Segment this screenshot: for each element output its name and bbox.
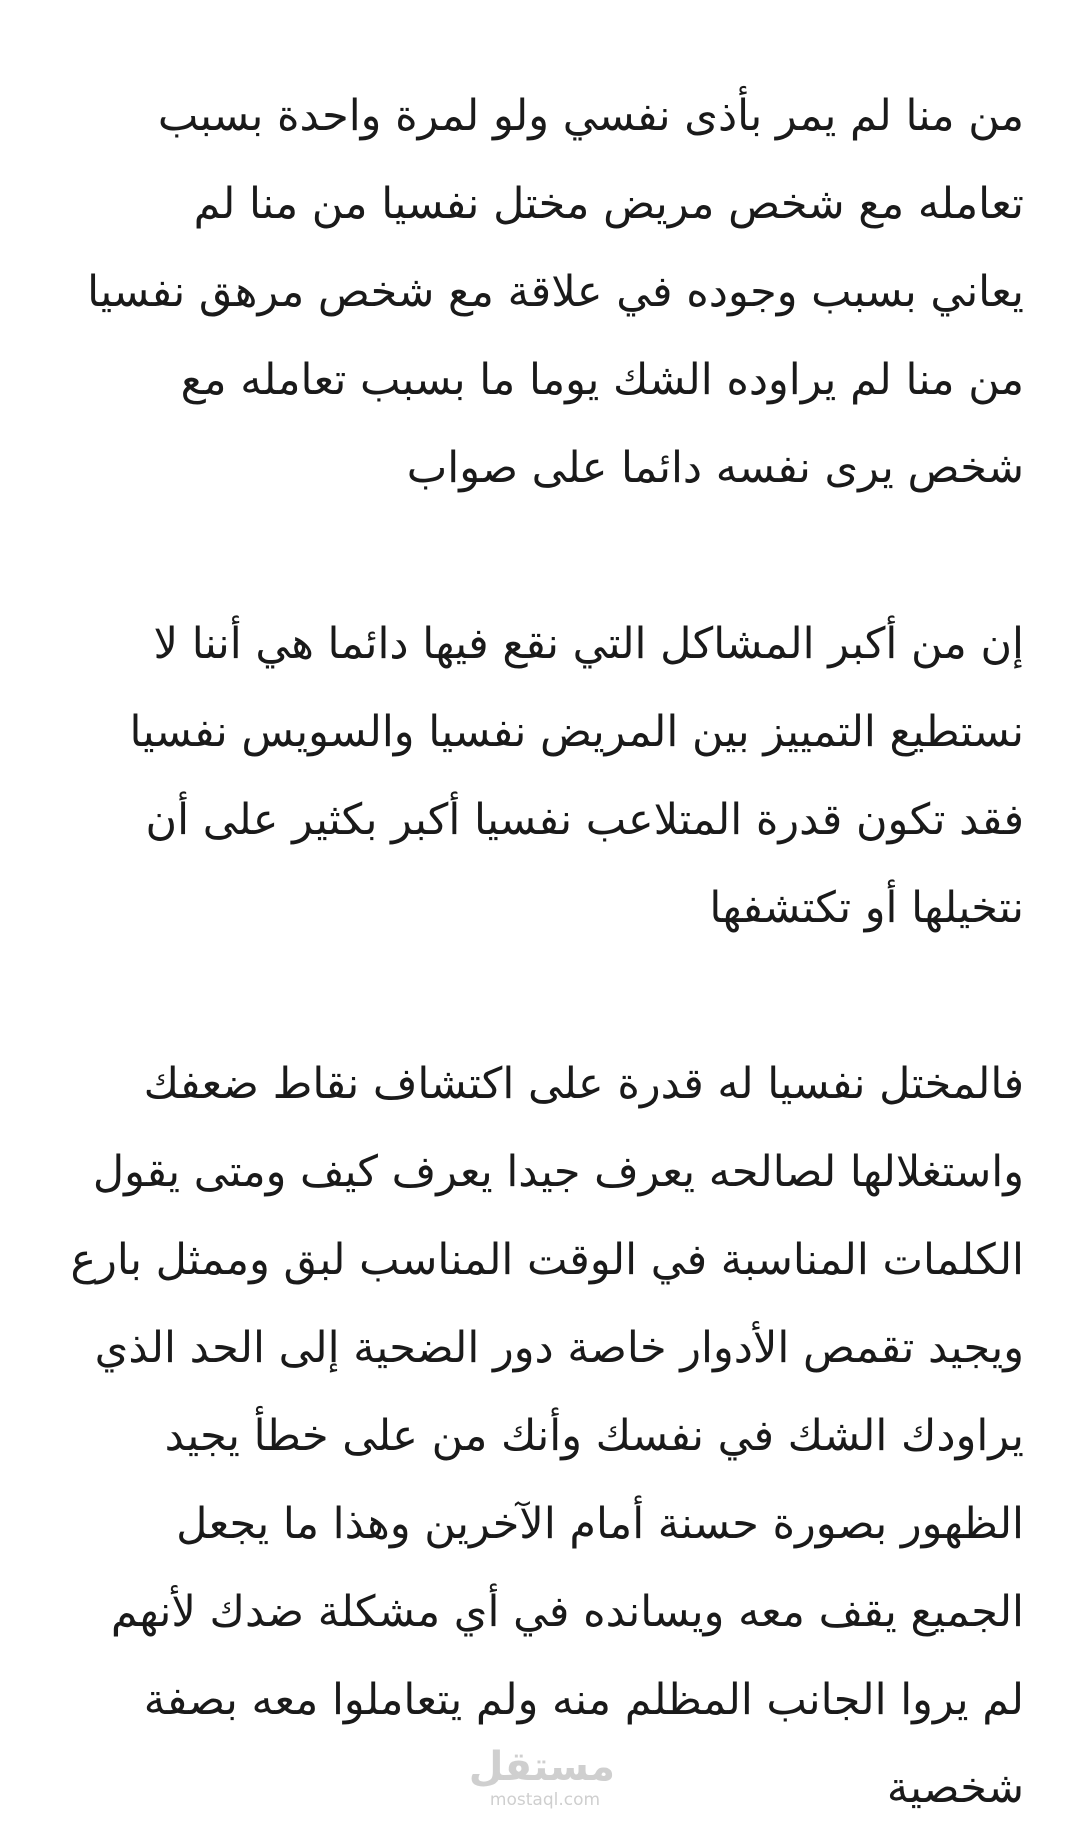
paragraph-line: الجميع يقف معه ويسانده في أي مشكلة ضدك لأنهم [110, 1587, 1024, 1637]
paragraph-2 [56, 600, 1024, 952]
paragraph-line: لم يروا الجانب المظلم منه ولم يتعاملوا معه بصفة [143, 1675, 1024, 1725]
paragraph-3 [56, 1040, 1024, 1832]
paragraph-line: من منا لم يمر بأذى نفسي ولو لمرة واحدة بسبب [157, 91, 1024, 141]
paragraph-line: يعاني بسبب وجوده في علاقة مع شخص مرهق نفسيا [87, 267, 1024, 317]
paragraph-1 [56, 72, 1024, 512]
paragraph-line: الكلمات المناسبة في الوقت المناسب لبق وممثل بارع [70, 1235, 1024, 1285]
paragraph-line: فالمختل نفسيا له قدرة على اكتشاف نقاط ضعفك [143, 1059, 1024, 1109]
paragraph-line: شخصية [886, 1763, 1024, 1813]
paragraph-line: نستطيع التمييز بين المريض نفسيا والسويس نفسيا [129, 707, 1024, 757]
paragraph-line: ويجيد تقمص الأدوار خاصة دور الضحية إلى الحد الذي [94, 1323, 1024, 1373]
paragraph-line: فقد تكون قدرة المتلاعب نفسيا أكبر بكثير على أن [145, 795, 1024, 845]
watermark-brand: مستقل [468, 1744, 615, 1790]
paragraph-line: إن من أكبر المشاكل التي نقع فيها دائما هي أننا لا [153, 619, 1024, 669]
paragraph-line: الظهور بصورة حسنة أمام الآخرين وهذا ما يجعل [176, 1499, 1024, 1549]
watermark-url: mostaql.com [489, 1790, 601, 1810]
paragraph-line: واستغلالها لصالحه يعرف جيدا يعرف كيف ومتى يقول [92, 1147, 1024, 1197]
mostaql-watermark [468, 1744, 615, 1810]
paragraph-line: شخص يرى نفسه دائما على صواب [406, 443, 1024, 493]
paragraph-line: تعامله مع شخص مريض مختل نفسيا من منا لم [193, 179, 1024, 229]
paragraph-line: نتخيلها أو تكتشفها [709, 883, 1024, 933]
paragraph-spacer [56, 512, 1024, 600]
paragraph-line: يراودك الشك في نفسك وأنك من على خطأ يجيد [164, 1411, 1024, 1461]
paragraph-spacer [56, 952, 1024, 1040]
paragraph-line: من منا لم يراوده الشك يوما ما بسبب تعامله مع [180, 355, 1024, 405]
